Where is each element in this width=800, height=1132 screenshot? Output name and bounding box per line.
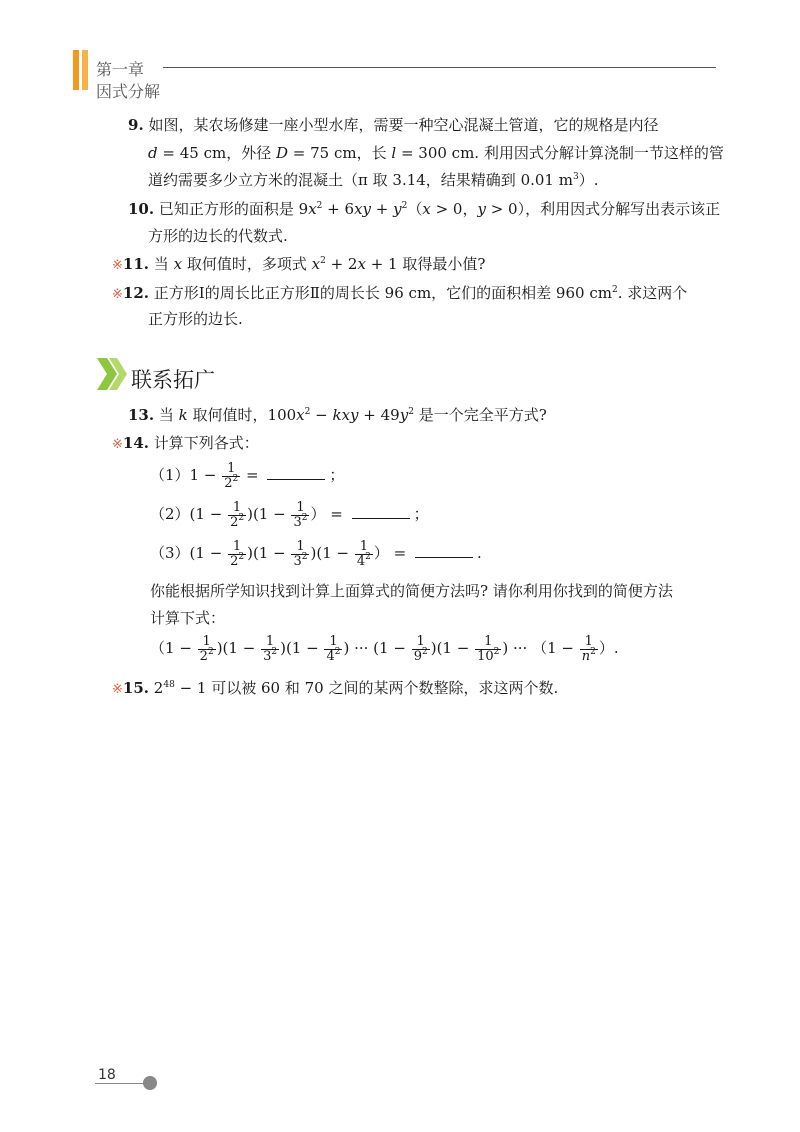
var-l: l	[391, 144, 397, 162]
problem-number: 10	[128, 200, 149, 218]
challenge-marker-icon: ※	[112, 287, 123, 302]
item-label: （3）	[150, 544, 190, 562]
var-y: y	[477, 200, 486, 218]
answer-blank[interactable]	[352, 506, 410, 519]
chapter-subtitle: 因式分解	[96, 82, 161, 101]
challenge-marker-icon: ※	[112, 258, 123, 273]
problem-9-line-3	[148, 170, 598, 190]
problem-14-item-1	[150, 458, 344, 492]
denominator	[261, 646, 279, 664]
math-paren: (	[189, 544, 196, 562]
problem-text: = 300 cm. 利用因式分解计算浇制一节这样的管	[396, 144, 724, 162]
math-term: 1	[322, 544, 332, 562]
math-op: −	[301, 639, 324, 657]
math-op: =	[241, 466, 264, 484]
exponent: 2	[271, 646, 278, 657]
fraction	[228, 501, 246, 530]
problem-text: 取何值时，100	[187, 406, 297, 424]
var-x: x	[173, 255, 183, 273]
fraction	[261, 635, 279, 664]
math-punct: ；	[413, 505, 429, 523]
problem-number: 12	[122, 284, 144, 302]
math-paren: (	[316, 544, 323, 562]
problem-14-text-1: 你能根据所学知识找到计算上面算式的简便方法吗? 请你利用你找到的简便方法	[150, 582, 673, 600]
math-op: −	[268, 505, 291, 523]
math-term: 1	[379, 639, 389, 657]
problem-text: + 2	[325, 255, 358, 273]
denominator	[222, 473, 240, 491]
math-term: 1	[189, 466, 200, 484]
numerator: 1	[484, 633, 493, 649]
exponent: 2	[304, 407, 311, 417]
math-term: 1	[258, 505, 269, 523]
math-term: 2	[224, 475, 233, 491]
denominator	[580, 646, 598, 664]
exponent: 48	[163, 680, 175, 690]
problem-text: （	[407, 200, 423, 218]
math-paren: )	[430, 639, 437, 657]
item-label: （1）	[150, 466, 190, 484]
problem-14-product	[150, 630, 619, 666]
math-paren: (	[373, 639, 380, 657]
page-number-rule	[95, 1083, 145, 1084]
denominator	[475, 646, 501, 664]
math-paren: )	[247, 544, 253, 562]
exponent: 2	[238, 512, 245, 523]
math-ellipsis: ···	[508, 639, 533, 657]
var-x: x	[296, 406, 305, 424]
math-op: =	[388, 544, 411, 562]
page-number: 18	[98, 1067, 116, 1083]
denominator	[198, 646, 216, 664]
math-ellipsis: ···	[349, 639, 374, 657]
exponent: 2	[320, 256, 326, 266]
math-paren: (	[285, 639, 292, 657]
section-title: 联系拓广	[131, 368, 215, 392]
exponent: 2	[232, 473, 239, 484]
denominator	[324, 646, 342, 664]
var-x: x	[311, 255, 321, 273]
var-k: k	[178, 406, 188, 424]
problem-text: 是一个完全平方式?	[413, 406, 547, 424]
math-op: −	[556, 639, 579, 657]
exponent: 2	[493, 646, 500, 657]
problem-text: 道约需要多少立方米的混凝土（π 取 3.14，结果精确到 0.01 m	[148, 171, 573, 189]
var-y: y	[399, 406, 409, 424]
fraction	[580, 635, 598, 664]
problem-text: 当	[153, 255, 174, 273]
var-x: x	[422, 200, 431, 218]
header-accent-bar	[82, 50, 88, 90]
math-term: 2	[230, 553, 239, 569]
math-op: −	[204, 505, 228, 523]
problem-text: = 45 cm，外径	[157, 144, 276, 162]
math-paren: )	[343, 639, 350, 657]
problem-text: . 求这两个	[617, 284, 688, 302]
answer-blank[interactable]	[267, 467, 325, 480]
math-op: −	[388, 639, 411, 657]
exponent: 2	[365, 551, 371, 562]
problem-text: > 0），利用因式分解写出表示该正	[485, 200, 721, 218]
math-term: 1	[258, 544, 269, 562]
numerator: 1	[265, 633, 275, 649]
math-op: −	[174, 639, 197, 657]
fraction	[324, 635, 342, 664]
problem-text: = 75 cm，长	[288, 144, 392, 162]
var-kxy: kxy	[332, 406, 359, 424]
fraction	[228, 540, 246, 569]
var-d: d	[148, 144, 158, 162]
problem-12-line-1: ※12. 正方形Ⅰ的周长比正方形Ⅱ的周长长 96 cm，它们的面积相差 960 $cm^2$. 求这两个	[112, 284, 688, 302]
problem-text: + 49	[358, 406, 400, 424]
page-dot-icon	[143, 1076, 157, 1090]
math-paren: ）	[373, 544, 389, 562]
math-term: 1	[291, 639, 302, 657]
math-term: 3	[263, 648, 272, 664]
problem-text: 当	[158, 406, 179, 424]
problem-text: 计算下列各式：	[153, 434, 259, 452]
problem-14-item-2	[150, 497, 429, 531]
math-paren: ）.	[598, 639, 619, 657]
denominator	[228, 551, 246, 569]
problem-number: 9	[128, 116, 139, 134]
challenge-marker-icon: ※	[112, 437, 123, 452]
problem-9-line-1: 9. 如图，某农场修建一座小型水库，需要一种空心混凝土管道，它的规格是内径	[128, 116, 659, 134]
chapter-label: 第一章	[96, 60, 145, 79]
math-term: 1	[442, 639, 452, 657]
math-paren: ）	[310, 505, 326, 523]
problem-text: ）.	[578, 171, 599, 189]
problem-11-line-1: ※11. 当 x 取何值时，多项式 $x^2 + 2x + 1$ 取得最小值?	[112, 255, 486, 273]
header-rule	[163, 67, 716, 68]
fraction	[291, 501, 309, 530]
math-term: 1	[228, 639, 238, 657]
math-term: 1	[195, 505, 205, 523]
answer-blank[interactable]	[415, 545, 473, 558]
challenge-marker-icon: ※	[112, 682, 123, 697]
exponent: 2	[316, 201, 323, 211]
fraction	[412, 635, 430, 664]
problem-15-line-1: ※15. $2^{48} - 1$ 可以被 60 和 70 之间的某两个数整除，求这两个数.	[112, 679, 559, 697]
problem-9-line-2	[148, 143, 724, 163]
numerator: 1	[227, 460, 236, 476]
math-term: 4	[356, 553, 366, 569]
problem-number: 13	[128, 406, 149, 424]
denominator	[355, 551, 373, 569]
numerator: 1	[359, 538, 368, 554]
exponent: 3	[572, 172, 579, 182]
exponent: 2	[421, 646, 428, 657]
exponent: 2	[401, 201, 408, 211]
math-term: 10	[477, 648, 494, 664]
numerator: 1	[232, 538, 242, 554]
exponent: 2	[301, 512, 308, 523]
math-paren: )	[502, 639, 509, 657]
math-op: −	[451, 639, 475, 657]
fraction	[222, 462, 240, 491]
var-x: x	[357, 255, 366, 273]
denominator	[291, 551, 309, 569]
numerator: 1	[202, 633, 211, 649]
exponent: 2	[611, 285, 618, 295]
var-xy: xy	[354, 200, 371, 218]
exponent: 2	[238, 551, 245, 562]
denominator	[291, 512, 309, 530]
item-label: （2）	[150, 505, 190, 523]
problem-text: + 6	[322, 200, 355, 218]
denominator	[412, 646, 430, 664]
problem-12-line-2: 正方形的边长.	[148, 310, 243, 328]
problem-14-text-2: 计算下式：	[150, 609, 226, 627]
numerator: 1	[584, 633, 593, 649]
math-term: 1	[165, 639, 175, 657]
problem-text: 已知正方形的面积是 9	[158, 200, 309, 218]
math-paren: (	[436, 639, 443, 657]
numerator: 1	[416, 633, 425, 649]
math-op: −	[204, 544, 228, 562]
math-punct: .	[476, 544, 482, 562]
problem-text: > 0，	[430, 200, 478, 218]
fraction	[475, 635, 501, 664]
math-term: 4	[326, 648, 335, 664]
numerator: 1	[296, 538, 305, 554]
math-op: −	[237, 639, 261, 657]
problem-text: + 1 取得最小值?	[365, 255, 486, 273]
math-term: 9	[413, 648, 422, 664]
problem-text: −	[310, 406, 333, 424]
problem-text: − 1 可以被 60 和 70 之间的某两个数整除，求这两个数.	[174, 679, 559, 697]
math-term: 1	[195, 544, 205, 562]
problem-text: 取何值时，多项式	[182, 255, 312, 273]
math-paren: (	[222, 639, 229, 657]
problem-number: 11	[122, 255, 144, 273]
section-chevron-icon	[95, 356, 131, 392]
problem-10-line-1: 10. 已知正方形的面积是 $9x^2 + 6xy + y^2(x > 0$，y > 0），利用因式分解写出表示该正	[128, 200, 721, 218]
math-term: 3	[293, 553, 302, 569]
math-term: 2	[153, 679, 164, 697]
exponent: 2	[590, 646, 596, 657]
problem-number: 15	[122, 679, 144, 697]
fraction	[291, 540, 309, 569]
math-paren: )	[247, 505, 253, 523]
math-paren: （	[532, 639, 548, 657]
var-y: y	[393, 200, 402, 218]
math-op: −	[268, 544, 291, 562]
numerator: 1	[296, 499, 305, 515]
fraction	[198, 635, 216, 664]
math-paren: (	[189, 505, 196, 523]
math-term: 2	[230, 514, 239, 530]
problem-text: 正方形Ⅰ的周长比正方形Ⅱ的周长长 96 cm，它们的面积相差 960 cm	[153, 284, 612, 302]
var-D: D	[275, 144, 288, 162]
numerator: 1	[232, 499, 242, 515]
header-accent-bar	[73, 50, 79, 90]
problem-text: +	[371, 200, 394, 218]
problem-13-line-1: 13. 当 k 取何值时，$100x^2$ − kxy + $49y^2$ 是一个完全平方式?	[128, 406, 547, 424]
fraction	[355, 540, 373, 569]
numerator: 1	[329, 633, 338, 649]
var-n: n	[581, 648, 591, 664]
problem-10-line-2: 方形的边长的代数式.	[148, 227, 288, 245]
math-paren: )	[280, 639, 286, 657]
problem-text: 如图，某农场修建一座小型水库，需要一种空心混凝土管道，它的规格是内径	[148, 116, 659, 134]
math-term: 3	[293, 514, 302, 530]
math-op: −	[331, 544, 354, 562]
math-paren: (	[252, 544, 259, 562]
math-op: −	[199, 466, 222, 484]
math-paren: )	[310, 544, 317, 562]
math-paren: (	[252, 505, 259, 523]
problem-14-item-3	[150, 536, 482, 570]
exponent: 2	[207, 646, 214, 657]
var-x: x	[308, 200, 317, 218]
exponent: 2	[334, 646, 341, 657]
math-paren: )	[216, 639, 223, 657]
problem-number: 14	[122, 434, 144, 452]
math-punct: ；	[329, 466, 345, 484]
math-op: =	[325, 505, 348, 523]
problem-14-title: ※14. 计算下列各式：	[112, 434, 259, 452]
exponent: 2	[301, 551, 308, 562]
math-term: 1	[547, 639, 557, 657]
exponent: 2	[408, 407, 414, 417]
denominator	[228, 512, 246, 530]
math-term: 2	[199, 648, 208, 664]
math-paren: （	[150, 639, 166, 657]
